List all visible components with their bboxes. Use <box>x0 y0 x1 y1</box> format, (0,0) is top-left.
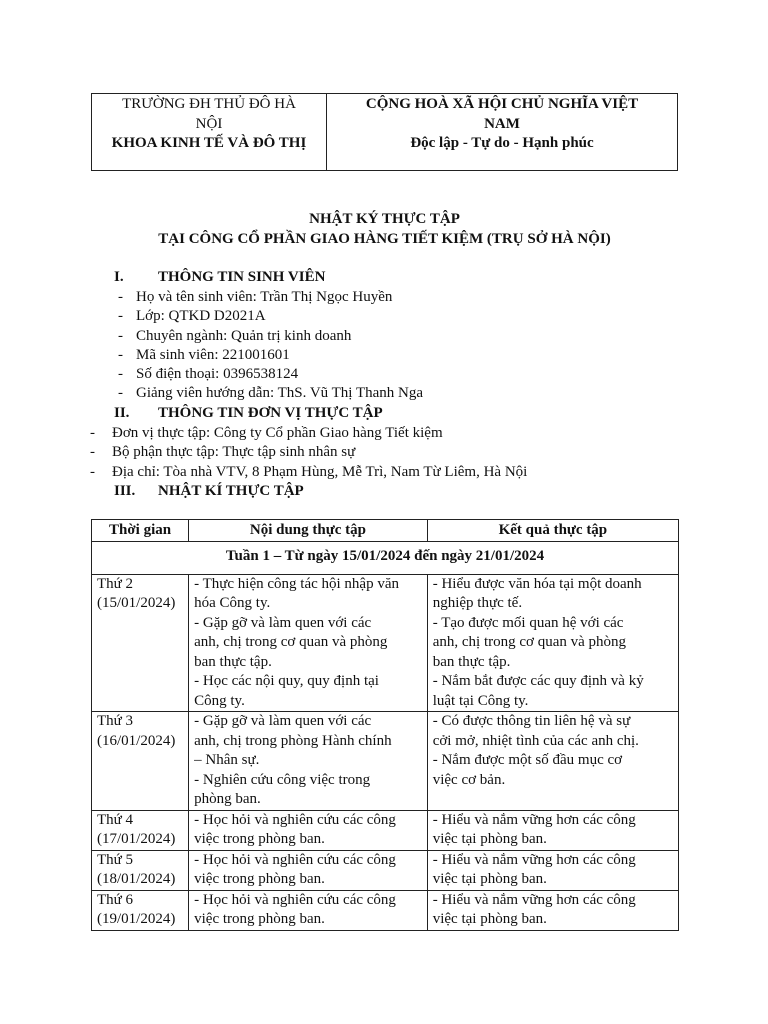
result-line: nghiệp thực tế. <box>432 595 523 611</box>
result-line: - Nắm bắt được các quy định và kỷ <box>432 673 644 689</box>
content-line: - Học hỏi và nghiên cứu các công <box>194 851 396 868</box>
table-row <box>92 810 679 850</box>
document-subtitle: TẠI CÔNG CỔ PHẦN GIAO HÀNG TIẾT KIỆM (TRỤ SỞ HÀ NỘI) <box>158 231 611 247</box>
day-date: (18/01/2024) <box>97 871 176 887</box>
result-line: anh, chị trong cơ quan và phòng <box>432 634 627 650</box>
issuer-block <box>92 94 327 171</box>
content-line: - Nghiên cứu công việc trong <box>194 771 371 788</box>
table-row <box>92 712 679 811</box>
cell-content <box>189 810 428 850</box>
content-line: - Gặp gỡ và làm quen với các <box>194 614 372 631</box>
day-name: Thứ 2 <box>97 575 134 592</box>
content-line: - Học các nội quy, quy định tại <box>194 673 379 689</box>
content-line: - Thực hiện công tác hội nhập văn <box>194 575 399 592</box>
result-line: - Nắm được một số đầu mục cơ <box>432 752 623 768</box>
section-number: III. <box>114 483 136 499</box>
table-row <box>92 850 679 890</box>
list-item: - Mã sinh viên: 221001601 <box>118 346 290 363</box>
cell-result <box>427 712 678 811</box>
day-name: Thứ 3 <box>97 713 134 729</box>
result-line: việc tại phòng ban. <box>432 871 547 887</box>
day-name: Thứ 4 <box>97 811 134 828</box>
result-line: - Tạo được mối quan hệ với các <box>432 614 624 631</box>
nation-name-line2: NAM <box>484 115 520 132</box>
content-line: - Học hỏi và nghiên cứu các công <box>194 891 396 908</box>
cell-result <box>427 850 678 890</box>
list-item: - Bộ phận thực tập: Thực tập sinh nhân sự <box>90 444 356 461</box>
cell-time <box>92 890 189 930</box>
internship-unit-list <box>90 424 690 482</box>
column-header-content: Nội dung thực tập <box>189 520 428 542</box>
day-date: (16/01/2024) <box>97 732 176 749</box>
national-motto-block <box>327 94 678 171</box>
result-line: - Hiểu và nắm vững hơn các công <box>432 811 636 828</box>
university-name-line2: NỘI <box>195 115 223 132</box>
section-number: I. <box>114 269 124 285</box>
cell-content <box>189 574 428 712</box>
list-item: - Lớp: QTKD D2021A <box>118 308 266 325</box>
result-line: việc tại phòng ban. <box>432 831 547 847</box>
content-line: việc trong phòng ban. <box>194 871 325 887</box>
internship-diary-table <box>91 519 679 931</box>
week-label: Tuần 1 – Từ ngày 15/01/2024 đến ngày 21/01/2024 <box>92 542 679 575</box>
result-line: việc tại phòng ban. <box>432 911 547 927</box>
content-line: việc trong phòng ban. <box>194 911 325 927</box>
week-row <box>92 542 679 575</box>
content-line: - Học hỏi và nghiên cứu các công <box>194 811 396 828</box>
day-date: (15/01/2024) <box>97 595 176 611</box>
section-title: THÔNG TIN SINH VIÊN <box>158 269 326 285</box>
section-title: NHẬT KÍ THỰC TẬP <box>158 483 304 499</box>
cell-time <box>92 574 189 712</box>
student-info-list <box>118 288 678 404</box>
column-header-time: Thời gian <box>92 520 189 542</box>
cell-time <box>92 850 189 890</box>
content-line: ban thực tập. <box>194 653 272 670</box>
content-line: anh, chị trong phòng Hành chính <box>194 732 392 749</box>
cell-result <box>427 810 678 850</box>
cell-result <box>427 574 678 712</box>
cell-content <box>189 850 428 890</box>
result-line: ban thực tập. <box>432 653 511 670</box>
result-line: cởi mở, nhiệt tình của các anh chị. <box>432 732 639 749</box>
result-line: - Có được thông tin liên hệ và sự <box>432 713 631 729</box>
result-line: - Hiểu và nắm vững hơn các công <box>432 851 636 868</box>
cell-time <box>92 810 189 850</box>
national-motto: Độc lập - Tự do - Hạnh phúc <box>410 135 594 151</box>
section-heading-diary <box>114 482 304 502</box>
result-line: việc cơ bản. <box>432 771 506 788</box>
content-line: hóa Công ty. <box>194 595 271 611</box>
list-item: - Số điện thoại: 0396538124 <box>118 366 299 383</box>
day-name: Thứ 5 <box>97 851 134 868</box>
content-line: - Gặp gỡ và làm quen với các <box>194 713 372 729</box>
section-heading-internship-unit <box>114 404 383 424</box>
day-date: (17/01/2024) <box>97 831 176 847</box>
section-heading-student-info <box>114 268 325 288</box>
table-row <box>92 574 679 712</box>
cell-content <box>189 890 428 930</box>
list-item: - Đơn vị thực tập: Công ty Cổ phần Giao hàng Tiết kiệm <box>90 425 443 441</box>
cell-result <box>427 890 678 930</box>
section-title: THÔNG TIN ĐƠN VỊ THỰC TẬP <box>158 405 383 421</box>
column-header-result: Kết quả thực tập <box>427 520 678 542</box>
result-line: luật tại Công ty. <box>432 692 529 709</box>
result-line: - Hiểu và nắm vững hơn các công <box>432 891 636 908</box>
section-number: II. <box>114 405 130 421</box>
result-line: - Hiểu được văn hóa tại một doanh <box>432 575 642 592</box>
content-line: việc trong phòng ban. <box>194 831 325 847</box>
list-item: - Giảng viên hướng dẫn: ThS. Vũ Thị Thanh Nga <box>118 385 424 402</box>
document-title: NHẬT KÝ THỰC TẬP <box>309 211 460 227</box>
day-date: (19/01/2024) <box>97 911 176 927</box>
day-name: Thứ 6 <box>97 891 134 908</box>
list-item: - Địa chỉ: Tòa nhà VTV, 8 Phạm Hùng, Mễ Trì, Nam Từ Liêm, Hà Nội <box>90 463 528 480</box>
cell-content <box>189 712 428 811</box>
list-item: - Họ và tên sinh viên: Trần Thị Ngọc Huyền <box>118 289 393 305</box>
content-line: Công ty. <box>194 692 245 709</box>
table-header-row <box>92 520 679 542</box>
table-row <box>92 890 679 930</box>
nation-name-line1: CỘNG HOÀ XÃ HỘI CHỦ NGHĨA VIỆT <box>365 96 639 112</box>
list-item: - Chuyên ngành: Quản trị kinh doanh <box>118 327 352 344</box>
cell-time <box>92 712 189 811</box>
content-line: – Nhân sự. <box>194 752 260 768</box>
content-line: anh, chị trong cơ quan và phòng <box>194 634 388 650</box>
content-line: phòng ban. <box>194 791 261 807</box>
university-name-line1: TRƯỜNG ĐH THỦ ĐÔ HÀ <box>122 96 296 112</box>
faculty-name: KHOA KINH TẾ VÀ ĐÔ THỊ <box>111 135 307 151</box>
document-header <box>91 93 678 171</box>
